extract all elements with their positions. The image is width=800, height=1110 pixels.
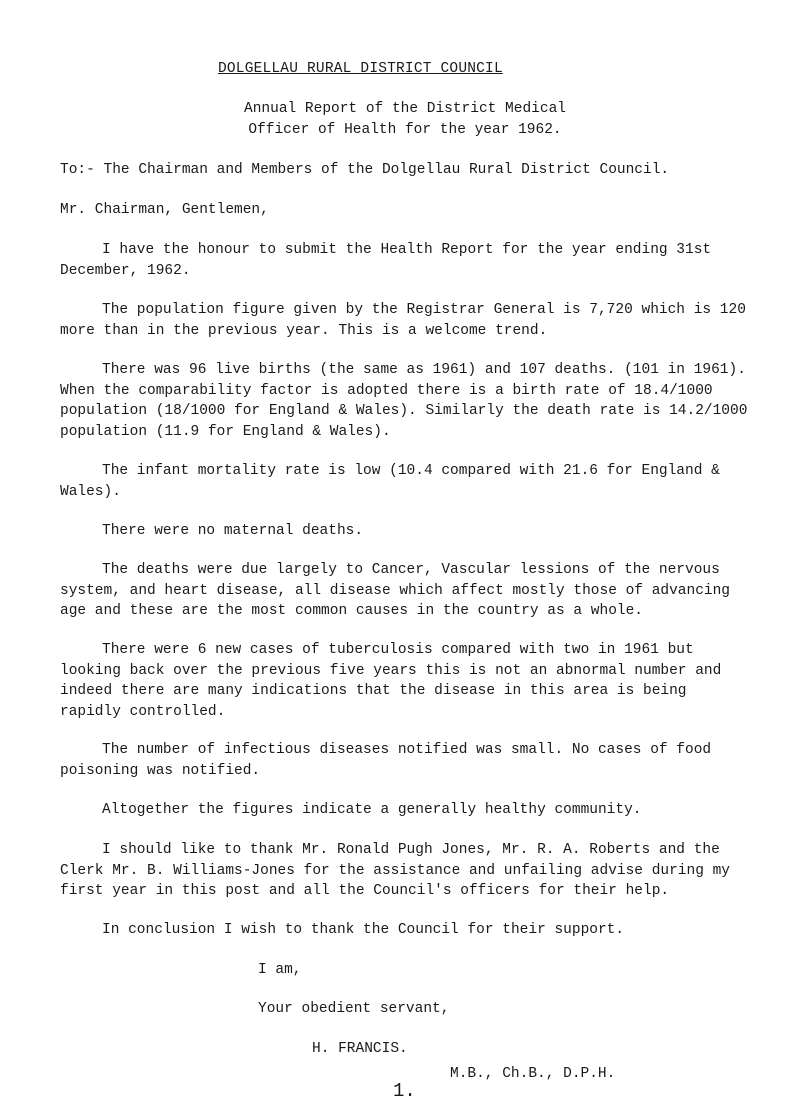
subtitle-line-1: Annual Report of the District Medical — [244, 101, 566, 117]
paragraph-causes-of-death: The deaths were due largely to Cancer, Vascular lessions of the nervous system, and heart disease, all disease which affect mostly those of advancing age and these are the most common causes in the country as a whole. — [60, 562, 731, 619]
paragraph-healthy-community: Altogether the figures indicate a generally healthy community. — [102, 802, 642, 818]
paragraph-tuberculosis: There were 6 new cases of tuberculosis compared with two in 1961 but looking back over the previous five years this is not an abnormal number and indeed there are many indications that the disease in this area is being rapidly controlled. — [60, 642, 722, 720]
council-title: DOLGELLAU RURAL DISTRICT COUNCIL — [218, 61, 503, 77]
paragraph-births-deaths: There was 96 live births (the same as 1961) and 107 deaths. (101 in 1961). When the comparability factor is adopted there is a birth rate of 18.4/1000 population (18/1000 for England & Wales). Similarly the death rate is 14.2/1000 population (11.9 for England & Wales). — [60, 362, 748, 440]
paragraph-infant-mortality: The infant mortality rate is low (10.4 compared with 21.6 for England & Wales). — [60, 463, 720, 500]
paragraph-infectious-diseases: The number of infectious diseases notified was small. No cases of food poisoning was notified. — [60, 742, 712, 779]
paragraph-population: The population figure given by the Registrar General is 7,720 which is 120 more than in the previous year. This is a welcome trend. — [60, 302, 746, 339]
signature-name: H. FRANCIS. — [312, 1041, 408, 1057]
closing-i-am: I am, — [258, 962, 302, 978]
paragraph-thanks: I should like to thank Mr. Ronald Pugh Jones, Mr. R. A. Roberts and the Clerk Mr. B. Williams-Jones for the assistance and unfailing advise during my first year in this post and all the Council's officers for their help. — [60, 842, 731, 899]
greeting: Mr. Chairman, Gentlemen, — [60, 202, 269, 218]
signature-qualifications: M.B., Ch.B., D.P.H. — [450, 1066, 616, 1082]
paragraph-submission: I have the honour to submit the Health Report for the year ending 31st December, 1962. — [60, 242, 712, 279]
paragraph-conclusion: In conclusion I wish to thank the Council for their support. — [102, 922, 625, 938]
paragraph-maternal-deaths: There were no maternal deaths. — [102, 523, 364, 539]
report-subtitle — [200, 99, 610, 140]
subtitle-line-2: Officer of Health for the year 1962. — [248, 121, 562, 138]
page-number: 1. — [393, 1080, 416, 1102]
addressee: To:- The Chairman and Members of the Dolgellau Rural District Council. — [60, 162, 670, 178]
closing-servant: Your obedient servant, — [258, 1001, 450, 1017]
